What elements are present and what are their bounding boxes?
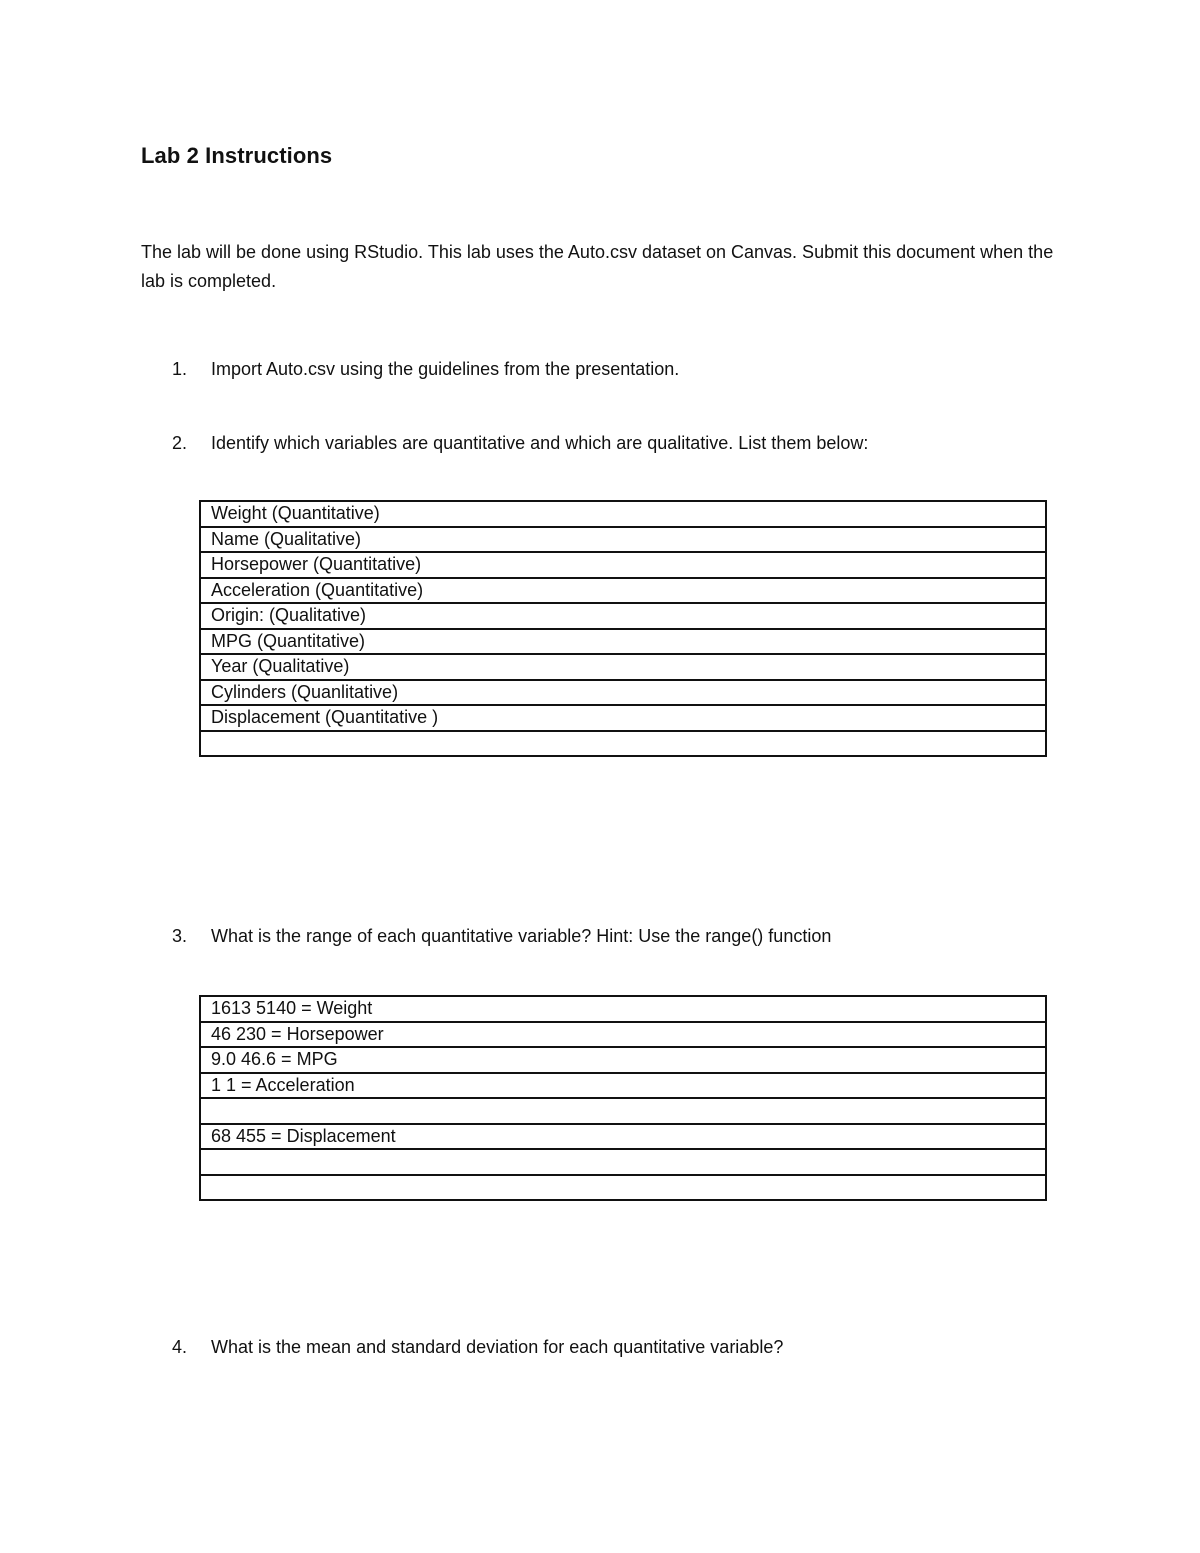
table-row: [200, 603, 1046, 629]
table-cell: Acceleration (Quantitative): [200, 578, 1046, 604]
table-row: [200, 705, 1046, 731]
table-cell: 1 1 = Acceleration: [200, 1073, 1046, 1099]
table-row: [200, 1073, 1046, 1099]
question-3: [0, 924, 1200, 948]
table-row: [200, 527, 1046, 553]
table-row: [200, 552, 1046, 578]
table-cell: 46 230 = Horsepower: [200, 1022, 1046, 1048]
table-row: [200, 1098, 1046, 1124]
question-number: 2.: [172, 433, 188, 453]
range-table: [199, 995, 1047, 1201]
table-cell: [200, 1175, 1046, 1201]
table-cell: Horsepower (Quantitative): [200, 552, 1046, 578]
question-1: [0, 357, 1200, 381]
question-number: 3.: [172, 926, 188, 946]
question-4: [0, 1335, 1200, 1359]
table-row: [200, 1149, 1046, 1175]
page-title: Lab 2 Instructions: [141, 143, 333, 168]
question-2: [0, 431, 1200, 455]
table-row: [200, 680, 1046, 706]
question-text: Identify which variables are quantitative and which are qualitative. List them below:: [211, 433, 869, 453]
table-row: [200, 501, 1046, 527]
table-row: [200, 1175, 1046, 1201]
variables-table: [199, 500, 1047, 757]
table-cell: MPG (Quantitative): [200, 629, 1046, 655]
table-row: [200, 1022, 1046, 1048]
question-text: What is the range of each quantitative variable? Hint: Use the range() function: [211, 926, 832, 946]
table-cell: [200, 731, 1046, 757]
question-text: What is the mean and standard deviation for each quantitative variable?: [211, 1337, 784, 1357]
table-cell: 68 455 = Displacement: [200, 1124, 1046, 1150]
table-cell: Displacement (Quantitative ): [200, 705, 1046, 731]
table-cell: Weight (Quantitative): [200, 501, 1046, 527]
table-cell: [200, 1098, 1046, 1124]
intro-paragraph: The lab will be done using RStudio. This lab uses the Auto.csv dataset on Canvas. Submit this document when the lab is completed.: [141, 242, 1054, 291]
table-row: [200, 654, 1046, 680]
table-row: [200, 731, 1046, 757]
table-cell: Name (Qualitative): [200, 527, 1046, 553]
table-cell: Year (Qualitative): [200, 654, 1046, 680]
table-cell: [200, 1149, 1046, 1175]
table-row: [200, 996, 1046, 1022]
table-cell: Cylinders (Quanlitative): [200, 680, 1046, 706]
table-row: [200, 578, 1046, 604]
table-row: [200, 1047, 1046, 1073]
question-text: Import Auto.csv using the guidelines from the presentation.: [211, 359, 680, 379]
table-cell: 9.0 46.6 = MPG: [200, 1047, 1046, 1073]
table-cell: Origin: (Qualitative): [200, 603, 1046, 629]
question-number: 1.: [172, 359, 188, 379]
table-row: [200, 1124, 1046, 1150]
table-row: [200, 629, 1046, 655]
table-cell: 1613 5140 = Weight: [200, 996, 1046, 1022]
question-number: 4.: [172, 1337, 188, 1357]
